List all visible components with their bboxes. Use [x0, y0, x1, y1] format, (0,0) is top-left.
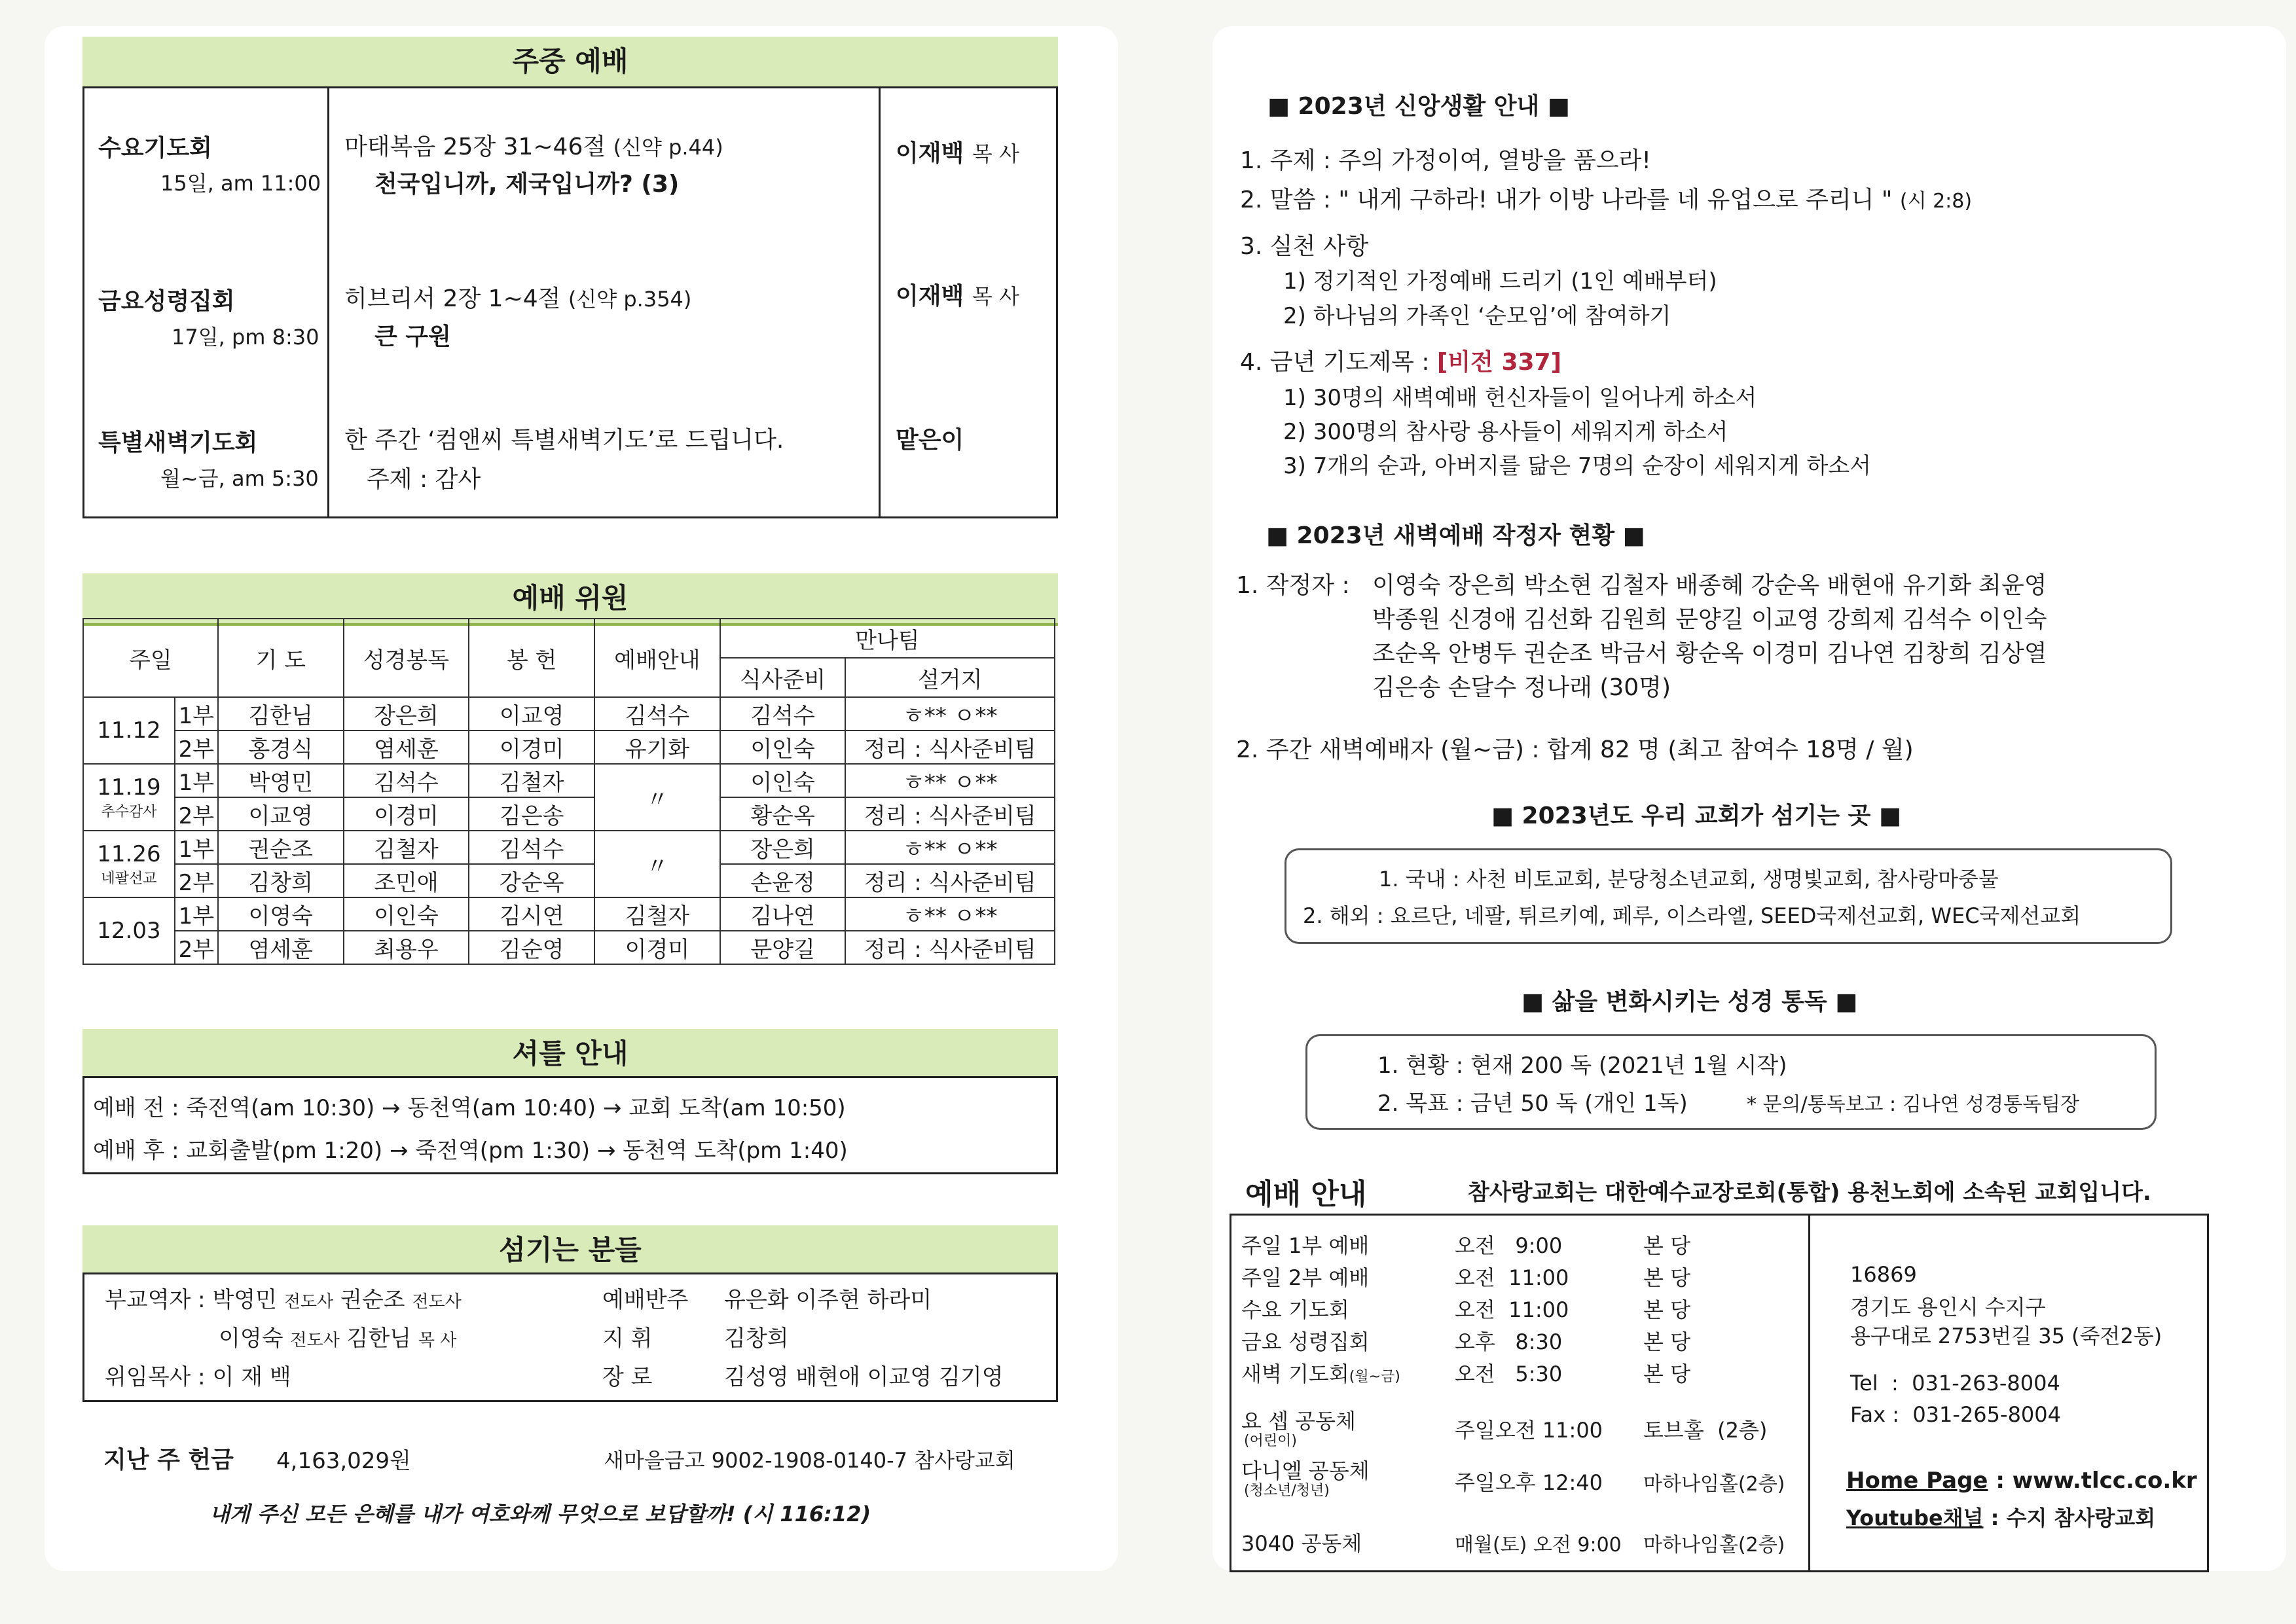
scripture-ref: (신약 p.44)	[613, 135, 723, 160]
shuttle-before: 예배 전 : 죽전역(am 10:30) → 동천역(am 10:40) → 교회 도착(am 10:50)	[93, 1095, 846, 1121]
preacher-role: 목 사	[972, 284, 1019, 309]
guide-1: 김석수	[594, 697, 720, 731]
faith-word-ref: (시 2:8)	[1899, 190, 1973, 213]
elder-names: 김성영 배현애 이교영 김기영	[724, 1364, 1004, 1390]
group-time-1: 주일오전 11:00	[1455, 1418, 1603, 1443]
faith-prayer-2: 2) 300명의 참사랑 용사들이 세워지게 하소서	[1283, 419, 1728, 445]
faith-theme: 1. 주제 : 주의 가정이여, 열방을 품으라!	[1240, 147, 1651, 174]
group-sub-1: (어린이)	[1244, 1433, 1297, 1449]
guide-1: 김철자	[594, 897, 720, 931]
dawn-names-4: 김은송 손달수 정나래 (30명)	[1372, 674, 1671, 701]
reading-1: 김석수	[344, 764, 469, 797]
bible-reading-title: ■ 삶을 변화시키는 성경 통독 ■	[1522, 988, 1858, 1015]
church-fax: Fax : 031-265-8004	[1850, 1402, 2061, 1427]
faith-practice: 3. 실천 사항	[1240, 233, 1369, 260]
homepage-url[interactable]: : www.tlcc.co.kr	[1995, 1468, 2197, 1494]
col-header-date: 주일	[83, 619, 218, 697]
youtube-channel[interactable]: : 수지 참사랑교회	[1990, 1506, 2156, 1530]
dawn-names-3: 조순옥 안병두 권순조 박금서 황순옥 이경미 김나연 김창희 김상열	[1372, 640, 2047, 667]
bible-current: 1. 현황 : 현재 200 독 (2021년 1월 시작)	[1377, 1053, 1787, 1079]
worship-time-dawn: 월~금, am 5:30	[160, 466, 319, 491]
assoc-title: 전도사	[283, 1292, 334, 1312]
row-date: 12.03	[83, 897, 175, 964]
meal-1: 김나연	[720, 897, 846, 931]
service-2: 2부	[175, 731, 218, 764]
row-date: 11.12	[83, 697, 175, 764]
worship-time-fri: 17일, pm 8:30	[172, 325, 319, 350]
faith-guide-title: ■ 2023년 신앙생활 안내 ■	[1267, 93, 1570, 120]
reading-1: 김철자	[344, 831, 469, 864]
assoc-pastors-line1	[105, 1282, 462, 1314]
prayer-1: 권순조	[218, 831, 344, 864]
dawn-names-1: 이영숙 장은희 박소현 김철자 배종혜 강순옥 배현애 유기화 최윤영	[1372, 572, 2047, 599]
guide-2: 유기화	[594, 731, 720, 764]
offering-1: 김철자	[469, 764, 594, 797]
svc-name-2: 주일 2부 예배	[1241, 1265, 1370, 1290]
prayer-2: 홍경식	[218, 731, 344, 764]
group-time-3: 매월(토) 오전 9:00	[1455, 1534, 1622, 1557]
committee-table	[82, 618, 1055, 965]
svc-time-1: 오전 9:00	[1455, 1233, 1563, 1258]
row-note: 네팔선교	[101, 870, 157, 887]
assoc-title: 전도사	[290, 1331, 340, 1350]
preacher-role: 목 사	[972, 141, 1019, 166]
shuttle-title-bar: 셔틀 안내	[82, 1029, 1058, 1081]
youtube-label: Youtube채널	[1846, 1506, 1984, 1530]
row-note: 추수감사	[101, 803, 157, 820]
group-place-3: 마하나임홀(2층)	[1643, 1534, 1785, 1557]
offering-2: 김은송	[469, 797, 594, 831]
row-date: 11.19 추수감사	[83, 764, 175, 831]
church-tel: Tel : 031-263-8004	[1850, 1371, 2060, 1396]
group-name-3: 3040 공동체	[1241, 1531, 1362, 1556]
table-row	[83, 697, 1055, 731]
svc-name-sub: (월~금)	[1349, 1369, 1400, 1385]
meal-1: 김석수	[720, 697, 846, 731]
svc-time-2: 오전 11:00	[1455, 1265, 1569, 1290]
reading-1: 장은희	[344, 697, 469, 731]
dawn-names-2: 박종원 신경애 김선화 김원희 문양길 이교영 강희제 김석수 이인숙	[1372, 606, 2047, 633]
svc-name-3: 수요 기도회	[1241, 1297, 1349, 1322]
offering-amount: 4,163,029원	[276, 1448, 411, 1474]
reading-2: 염세훈	[344, 731, 469, 764]
service-1: 1부	[175, 897, 218, 931]
assoc-name: 김한님	[346, 1326, 412, 1352]
worship-scripture-fri	[344, 280, 691, 314]
dish-2: 정리 : 식사준비팀	[845, 864, 1055, 897]
worship-preacher-fri	[896, 278, 1019, 311]
table-row	[83, 797, 1055, 831]
col-header-dish: 설거지	[845, 658, 1055, 697]
group-place-1: 토브홀 (2층)	[1643, 1418, 1768, 1443]
col-header-guide: 예배안내	[594, 619, 720, 697]
col-header-prayer: 기 도	[218, 619, 344, 697]
dawn-weekly: 2. 주간 새벽예배자 (월~금) : 합계 82 명 (최고 참여수 18명 / 월)	[1236, 736, 1914, 763]
table-row	[83, 731, 1055, 764]
faith-prayer-1: 1) 30명의 새벽예배 헌신자들이 일어나게 하소서	[1283, 385, 1757, 411]
prayer-2: 염세훈	[218, 931, 344, 964]
accompanist-names: 유은화 이주현 하라미	[724, 1287, 932, 1313]
emeritus-pastor: 위임목사 : 이 재 백	[105, 1364, 291, 1390]
table-row	[83, 931, 1055, 964]
faith-practice-2: 2) 하나님의 가족인 ‘순모임’에 참여하기	[1283, 303, 1671, 329]
col-header-reading: 성경봉독	[344, 619, 469, 697]
svc-name-4: 금요 성령집회	[1241, 1329, 1370, 1354]
bible-goal: 2. 목표 : 금년 50 독 (개인 1독)	[1377, 1091, 1688, 1117]
prayer-1: 김한님	[218, 697, 344, 731]
elder-label: 장 로	[602, 1364, 653, 1390]
worship-scripture-wed	[344, 128, 723, 162]
reading-2: 최용우	[344, 931, 469, 964]
church-address-2: 용구대로 2753번길 35 (죽전2동)	[1850, 1324, 2162, 1348]
weekly-worship-divider-2	[879, 86, 881, 518]
row-date: 11.26 네팔선교	[83, 831, 175, 897]
committee-title-bar: 예배 위원	[82, 573, 1058, 626]
assoc-pastors-line2	[219, 1320, 456, 1352]
dish-2: 정리 : 식사준비팀	[845, 731, 1055, 764]
table-row	[83, 831, 1055, 864]
worship-name-dawn: 특별새벽기도회	[98, 429, 258, 456]
table-row	[83, 897, 1055, 931]
svc-place-5: 본 당	[1643, 1362, 1690, 1386]
service-2: 2부	[175, 797, 218, 831]
weekly-worship-divider-1	[327, 86, 329, 518]
offering-1: 이교영	[469, 697, 594, 731]
dish-1: ㅎ** ㅇ**	[845, 897, 1055, 931]
assoc-title: 목 사	[418, 1331, 457, 1350]
reading-2: 이경미	[344, 797, 469, 831]
shuttle-after: 예배 후 : 교회출발(pm 1:20) → 죽전역(pm 1:30) → 동천역 도착(pm 1:40)	[93, 1138, 848, 1164]
col-header-meal: 식사준비	[720, 658, 846, 697]
church-zip: 16869	[1850, 1262, 1917, 1287]
meal-1: 이인숙	[720, 764, 846, 797]
group-sub-2: (청소년/청년)	[1244, 1483, 1330, 1499]
faith-prayer-3: 3) 7개의 순과, 아버지를 닮은 7명의 순장이 세워지게 하소서	[1283, 453, 1871, 479]
faith-prayer	[1240, 344, 1561, 377]
svc-place-2: 본 당	[1643, 1265, 1690, 1290]
assoc-name: 이영숙	[219, 1326, 283, 1352]
guide-1: 〃	[594, 831, 720, 897]
assoc-name: 박영민	[212, 1287, 277, 1313]
homepage-label: Home Page	[1846, 1468, 1988, 1494]
dawn-title: ■ 2023년 새벽예배 작정자 현황 ■	[1266, 522, 1645, 549]
worship-sermon-dawn: 주제 : 감사	[367, 466, 481, 493]
reading-2: 조민애	[344, 864, 469, 897]
mission-title: ■ 2023년도 우리 교회가 섬기는 곳 ■	[1491, 803, 1901, 829]
worship-name-fri: 금요성령집회	[98, 288, 235, 315]
service-1: 1부	[175, 764, 218, 797]
scripture-ref: (신약 p.354)	[568, 287, 692, 312]
worship-preacher-wed	[896, 135, 1019, 168]
assoc-label: 부교역자 :	[105, 1287, 206, 1313]
assoc-name: 권순조	[340, 1287, 405, 1313]
prayer-1: 이영숙	[218, 897, 344, 931]
meal-2: 손윤정	[720, 864, 846, 897]
assoc-title: 전도사	[412, 1292, 462, 1312]
table-row	[83, 864, 1055, 897]
group-name-1: 요 셉 공동체	[1241, 1409, 1356, 1434]
guide-1: 〃	[594, 764, 720, 831]
church-affiliation: 참사랑교회는 대한예수교장로회(통합) 용천노회에 소속된 교회입니다.	[1468, 1180, 2151, 1206]
svc-time-4: 오후 8:30	[1455, 1329, 1563, 1354]
preacher-name: 이재백	[896, 140, 964, 167]
prayer-1: 박영민	[218, 764, 344, 797]
meal-2: 이인숙	[720, 731, 846, 764]
svc-place-3: 본 당	[1643, 1297, 1690, 1322]
service-info-divider	[1808, 1214, 1810, 1572]
offering-1: 김시연	[469, 897, 594, 931]
svc-name-5	[1241, 1358, 1400, 1388]
reading-1: 이인숙	[344, 897, 469, 931]
scripture-text: 히브리서 2장 1~4절	[344, 285, 561, 312]
faith-prayer-label: 4. 금년 기도제목 :	[1240, 349, 1430, 376]
vision-337-badge: [비전 337]	[1436, 349, 1562, 376]
svc-time-3: 오전 11:00	[1455, 1297, 1569, 1322]
svc-name-text: 새벽 기도회	[1241, 1362, 1349, 1386]
dish-1: ㅎ** ㅇ**	[845, 697, 1055, 731]
group-place-2: 마하나임홀(2층)	[1643, 1473, 1785, 1496]
dawn-label: 1. 작정자 :	[1236, 572, 1350, 599]
service-2: 2부	[175, 931, 218, 964]
bible-contact: * 문의/통독보고 : 김나연 성경통독팀장	[1747, 1093, 2080, 1116]
worship-time-wed: 15일, am 11:00	[160, 171, 321, 196]
prayer-2: 김창희	[218, 864, 344, 897]
table-row	[83, 764, 1055, 797]
dish-2: 정리 : 식사준비팀	[845, 931, 1055, 964]
svc-time-5: 오전 5:30	[1455, 1362, 1563, 1386]
mission-overseas: 2. 해외 : 요르단, 네팔, 튀르키예, 페루, 이스라엘, SEED국제선교회, WEC국제선교회	[1303, 903, 2081, 928]
mission-domestic: 1. 국내 : 사천 비토교회, 분당청소년교회, 생명빛교회, 참사랑마중물	[1379, 867, 1999, 892]
offering-1: 김석수	[469, 831, 594, 864]
scripture-text: 마태복음 25장 31~46절	[344, 134, 606, 160]
service-info-title: 예배 안내	[1245, 1178, 1367, 1211]
church-homepage[interactable]	[1846, 1468, 2197, 1494]
worship-name-wed: 수요기도회	[98, 135, 212, 162]
worship-sermon-wed: 천국입니까, 제국입니까? (3)	[374, 171, 680, 198]
dish-2: 정리 : 식사준비팀	[845, 797, 1055, 831]
service-1: 1부	[175, 831, 218, 864]
col-header-manna: 만나팀	[720, 619, 1055, 658]
accompanist-label: 예배반주	[602, 1287, 689, 1313]
svc-place-4: 본 당	[1643, 1329, 1690, 1354]
dish-1: ㅎ** ㅇ**	[845, 831, 1055, 864]
group-time-2: 주일오후 12:40	[1455, 1470, 1603, 1495]
svc-place-1: 본 당	[1643, 1233, 1690, 1258]
meal-1: 장은희	[720, 831, 846, 864]
offering-2: 김순영	[469, 931, 594, 964]
svc-name-1: 주일 1부 예배	[1241, 1233, 1370, 1258]
dish-1: ㅎ** ㅇ**	[845, 764, 1055, 797]
offering-label: 지난 주 헌금	[103, 1447, 234, 1473]
faith-practice-1: 1) 정기적인 가정예배 드리기 (1인 예배부터)	[1283, 268, 1717, 295]
service-2: 2부	[175, 864, 218, 897]
bible-verse: 내게 주신 모든 은혜를 내가 여호와께 무엇으로 보답할까! (시 116:12)	[210, 1502, 871, 1526]
offering-account: 새마을금고 9002-1908-0140-7 참사랑교회	[604, 1448, 1015, 1473]
meal-2: 문양길	[720, 931, 846, 964]
conductor-name: 김창희	[724, 1326, 789, 1352]
conductor-label: 지 휘	[602, 1326, 653, 1352]
guide-2: 이경미	[594, 931, 720, 964]
offering-2: 이경미	[469, 731, 594, 764]
preacher-name: 이재백	[896, 283, 964, 310]
col-header-offering: 봉 헌	[469, 619, 594, 697]
servers-title-bar: 섬기는 분들	[82, 1225, 1058, 1278]
service-1: 1부	[175, 697, 218, 731]
offering-2: 강순옥	[469, 864, 594, 897]
worship-preacher-dawn: 맡은이	[896, 427, 964, 454]
church-address-1: 경기도 용인시 수지구	[1850, 1295, 2046, 1320]
worship-sermon-fri: 큰 구원	[374, 323, 451, 350]
worship-scripture-dawn: 한 주간 ‘컴앤씨 특별새벽기도’로 드립니다.	[344, 427, 784, 454]
weekly-worship-title-bar: 주중 예배	[82, 37, 1058, 89]
faith-word-text: 2. 말씀 : " 내게 구하라! 내가 이방 나라를 네 유업으로 주리니 "	[1240, 187, 1893, 213]
faith-word	[1240, 181, 1972, 215]
church-youtube[interactable]	[1846, 1502, 2155, 1532]
group-name-2: 다니엘 공동체	[1241, 1458, 1370, 1483]
prayer-2: 이교영	[218, 797, 344, 831]
meal-2: 황순옥	[720, 797, 846, 831]
